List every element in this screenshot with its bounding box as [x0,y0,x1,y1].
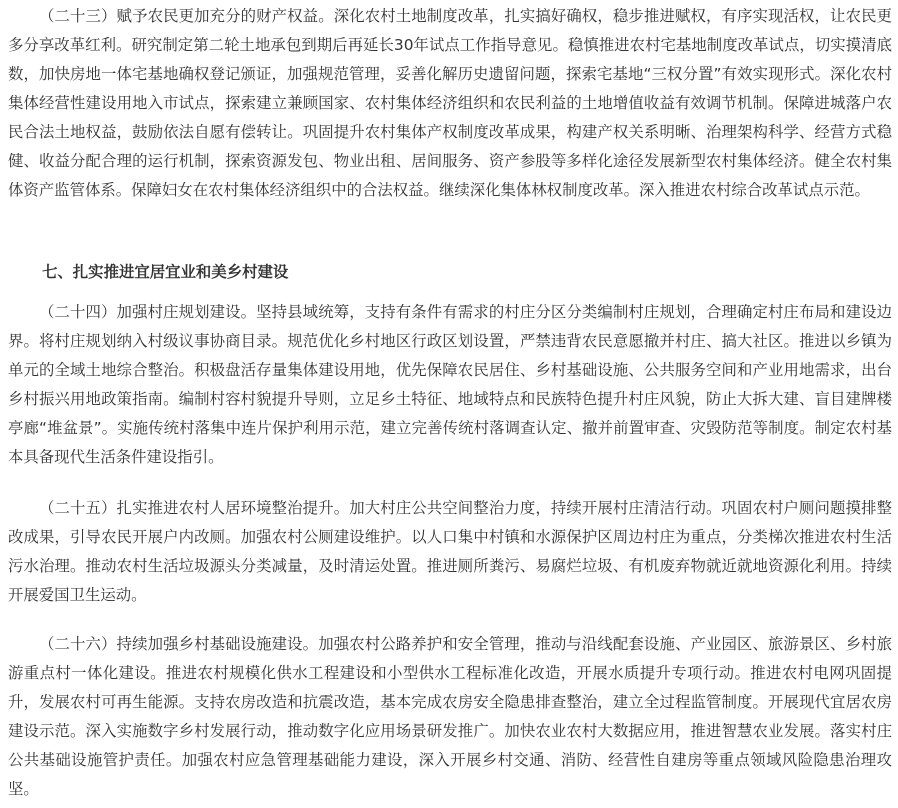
paragraph-26: （二十六）持续加强乡村基础设施建设。加强农村公路养护和安全管理，推动与沿线配套设施、产业园区、旅游景区、乡村旅游重点村一体化建设。推进农村规模化供水工程建设和小型供水工程标准化改造，开展水质提升专项行动。推进农村电网巩固提升，发展农村可再生能源。支持农房改造和抗震改造，基本完成农房安全隐患排查整治，建立全过程监管制度。开展现代宜居农房建设示范。深入实施数字乡村发展行动，推动数字化应用场景研发推广。加快农业农村大数据应用，推进智慧农业发展。落实村庄公共基础设施管护责任。加强农村应急管理基础能力建设，深入开展乡村交通、消防、经营性自建房等重点领域风险隐患治理攻坚。 [8,635,892,798]
section-heading-7: 七、扎实推进宜居宜业和美乡村建设 [42,263,289,281]
paragraph-24: （二十四）加强村庄规划建设。坚持县域统筹，支持有条件有需求的村庄分区分类编制村庄规划，合理确定村庄布局和建设边界。将村庄规划纳入村级议事协商目录。规范优化乡村地区行政区划设置，严禁违背农民意愿撤并村庄、搞大社区。推进以乡镇为单元的全域土地综合整治。积极盘活存量集体建设用地，优先保障农民居住、乡村基础设施、公共服务空间和产业用地需求，出台乡村振兴用地政策指南。编制村容村貌提升导则，立足乡土特征、地域特点和民族特色提升村庄风貌，防止大拆大建、盲目建牌楼亭廊“堆盆景”。实施传统村落集中连片保护利用示范，建立完善传统村落调查认定、撤并前置审查、灾毁防范等制度。制定农村基本具备现代生活条件建设指引。 [8,303,892,466]
paragraph-25: （二十五）扎实推进农村人居环境整治提升。加大村庄公共空间整治力度，持续开展村庄清洁行动。巩固农村户厕问题摸排整改成果，引导农民开展户内改厕。加强农村公厕建设维护。以人口集中村镇和水源保护区周边村庄为重点，分类梯次推进农村生活污水治理。推动农村生活垃圾源头分类减量，及时清运处置。推进厕所粪污、易腐烂垃圾、有机废弃物就近就地资源化利用。持续开展爱国卫生运动。 [8,499,892,604]
paragraph-23: （二十三）赋予农民更加充分的财产权益。深化农村土地制度改革，扎实搞好确权，稳步推进赋权，有序实现活权，让农民更多分享改革红利。研究制定第二轮土地承包到期后再延长30年试点工作指导意见。稳慎推进农村宅基地制度改革试点，切实摸清底数，加快房地一体宅基地确权登记颁证，加强规范管理，妥善化解历史遗留问题，探索宅基地“三权分置”有效实现形式。深化农村集体经营性建设用地入市试点，探索建立兼顾国家、农村集体经济组织和农民利益的土地增值收益有效调节机制。保障进城落户农民合法土地权益，鼓励依法自愿有偿转让。巩固提升农村集体产权制度改革成果，构建产权关系明晰、治理架构科学、经营方式稳健、收益分配合理的运行机制，探索资源发包、物业出租、居间服务、资产参股等多样化途径发展新型农村集体经济。健全农村集体资产监管体系。保障妇女在农村集体经济组织中的合法权益。继续深化集体林权制度改革。深入推进农村综合改革试点示范。 [8,7,892,199]
